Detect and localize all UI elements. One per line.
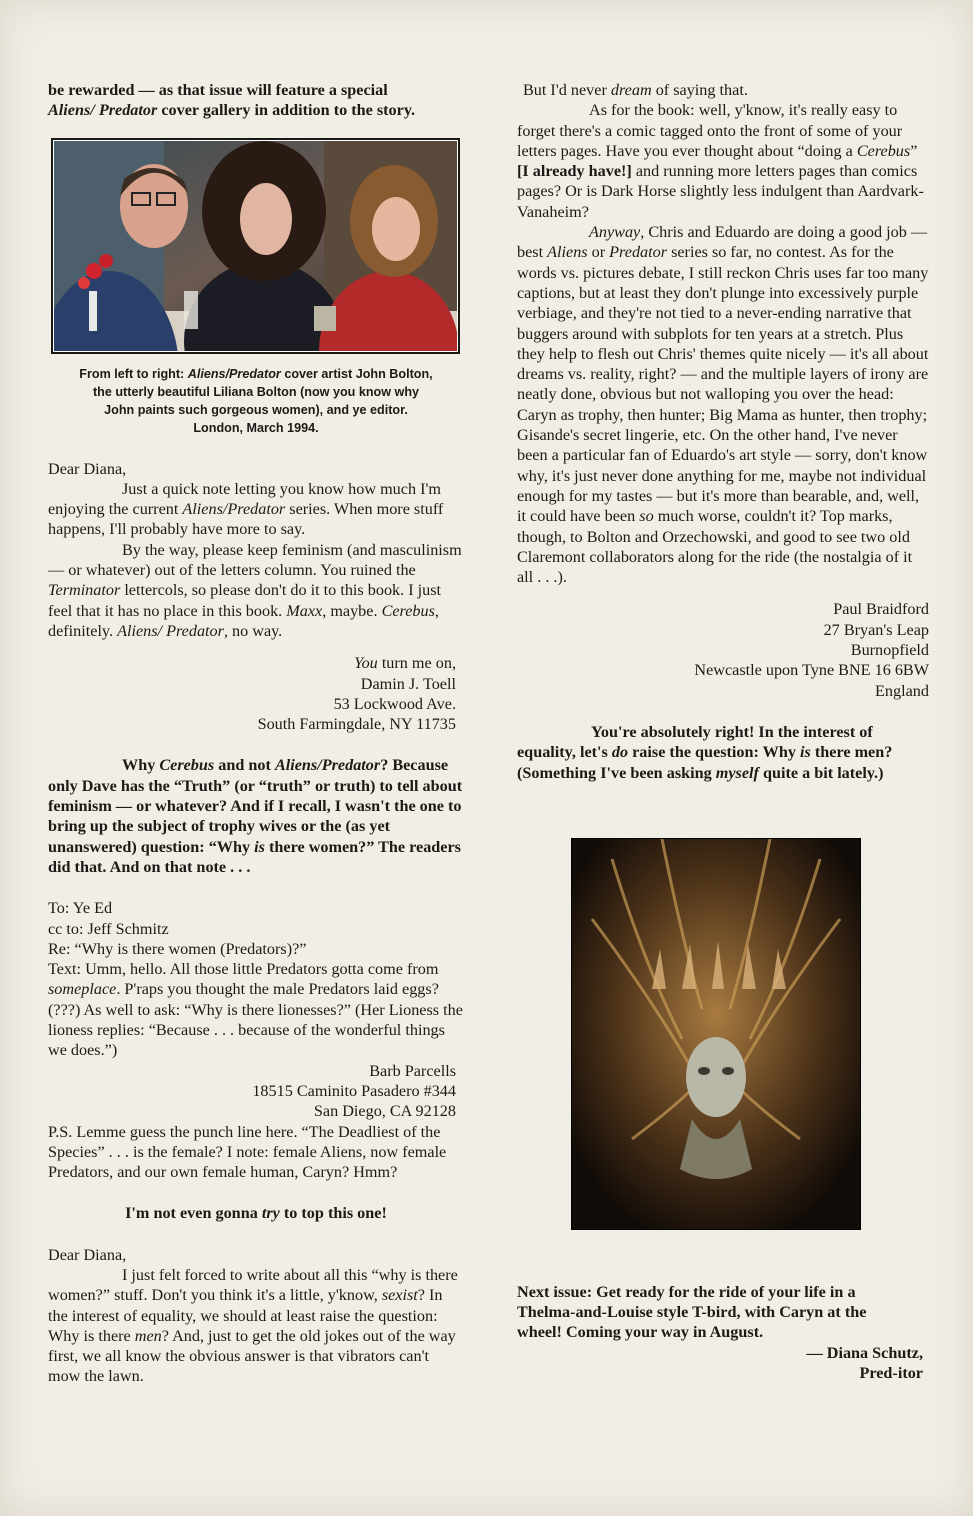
editor-title: Pred-itor [859,1363,923,1382]
letter2-address: 18515 Caminito Pasadero #344 [252,1081,456,1100]
letter1-paragraph: Just a quick note letting you know how much I'm enjoying the current Aliens/Predator series. When more stuff happens, I'll probably have more to say. [48,479,444,539]
letter3-address: Newcastle upon Tyne BNE 16 6BW [694,661,929,680]
letter2-cc: cc to: Jeff Schmitz [48,919,169,938]
predator-artwork [571,838,861,1230]
letter3-address: England [875,681,929,700]
letter3-address: 27 Bryan's Leap [823,620,929,639]
letter2-re: Re: “Why is there women (Predators)?” [48,939,307,958]
letter2-ps: P.S. Lemme guess the punch line here. “The Deadliest of the Species” . . . is the female? I note: female Aliens, now female Predators, and our own female human, Caryn? Hmm? [48,1122,447,1182]
letter1-address: 53 Lockwood Ave. [333,694,456,713]
letter1-paragraph: By the way, please keep feminism (and masculinism — or whatever) out of the letters column. You ruined the Terminator lettercols, so please don't do it to this book. I just feel that it has no place in this book. Maxx, maybe. Cerebus, definitely. Aliens/ Predator, no way. [48,540,462,640]
letter1-name: Damin J. Toell [360,674,456,693]
editor-reply: You're absolutely right! In the interest of equality, let's do raise the question: Why is there men? (Something I've been asking myself quite a bit lately.) [517,722,893,782]
letter2-name: Barb Parcells [369,1061,456,1080]
letter3-paragraph: I just felt forced to write about all this “why is there women?” stuff. Don't you think it's a little, y'know, sexist? In the interest of equality, we should at least raise the question: Why is there men? And, just to get the old jokes out of the way first, we all know the obvious answer is that vibrators can't mow the lawn. [48,1265,458,1386]
intro-text: be rewarded — as that issue will feature a special Aliens/ Predator cover gallery in addition to the story. [48,81,416,120]
letter3-name: Paul Braidford [833,600,929,619]
left-column [48,80,464,1387]
right-column [517,80,929,1383]
photo-caption: From left to right: Aliens/Predator cover artist John Bolton, the utterly beautiful Liliana Bolton (now you know why John paints such gorgeous women), and ye editor. London, March 1994. [79,366,433,435]
next-issue-blurb: Next issue: Get ready for the ride of your life in a Thelma-and-Louise style T-bird, with Caryn at the wheel! Coming your way in August. [517,1282,867,1342]
letter3-continued: But I'd never dream of saying that. [523,81,748,99]
letter3-address: Burnopfield [850,641,929,660]
letter3-paragraph: Anyway, Chris and Eduardo are doing a good job — best Aliens or Predator series so far, no contest. As for the words vs. pictures debate, I still reckon Chris uses far too many captions, but at least they don't plunge into excessively purple verbiage, and they're not tied to a never-ending narrative that buggers around with subplots for ten years at a stretch. Plus they help to flesh out Chris' themes quite nicely — it's all about dreams vs. reality, right? — and the multiple layers of irony are neatly done, obvious but not walloping you over the head: Caryn as trophy, then hunter; Big Mama as hunter, then trophy; Gisande's secret lingerie, etc. On the other hand, I've never been a particular fan of Eduardo's art style — sorry, don't know why, it's just never done anything for me, maybe not individual enough for my tastes — but it's more than bearable, and, well, it could have been so much worse, couldn't it? Top marks, though, to Bolton and Orzechowski, and good to see two old Claremont collaborators along for the ride (the nostalgia of it all . . .). [517,223,929,587]
letter3-salutation: Dear Diana, [48,1245,127,1264]
letter2-address: San Diego, CA 92128 [313,1102,456,1121]
letter2-to: To: Ye Ed [48,899,113,918]
photo-icon [54,141,457,351]
letter1-signoff: You turn me on, [354,654,456,673]
letter3-paragraph: As for the book: well, y'know, it's really easy to forget there's a comic tagged onto the front of some of your letters pages. Have you ever thought about “doing a Cerebus” [I already have!] and running more letters pages than comics pages? Or is Dark Horse slightly less indulgent than Aardvark-Vanaheim? [517,101,924,221]
letter1-salutation: Dear Diana, [48,459,127,478]
editor-reply: Why Cerebus and not Aliens/Predator? Because only Dave has the “Truth” (or “truth” or truth) to tell about feminism — or whatever? And if I recall, I wasn't the one to bring up the subject of trophy wives or the (as yet unanswered) question: “Why is there women?” The readers did that. And on that note . . . [48,756,463,876]
letter1-address: South Farmingdale, NY 11735 [257,715,456,734]
editor-reply: I'm not even gonna try to top this one! [125,1204,387,1223]
painting-icon [572,839,860,1229]
editors-photo [51,138,460,354]
letter2-text: Text: Umm, hello. All those little Predators gotta come from someplace. P'raps you thought the male Predators laid eggs? (???) As well to ask: “Why is there lionesses?” (Her Lioness the lioness replies: “Because . . . because of the wonderful things we does.”) [48,960,463,1060]
editor-signature: — Diana Schutz, [806,1343,923,1362]
